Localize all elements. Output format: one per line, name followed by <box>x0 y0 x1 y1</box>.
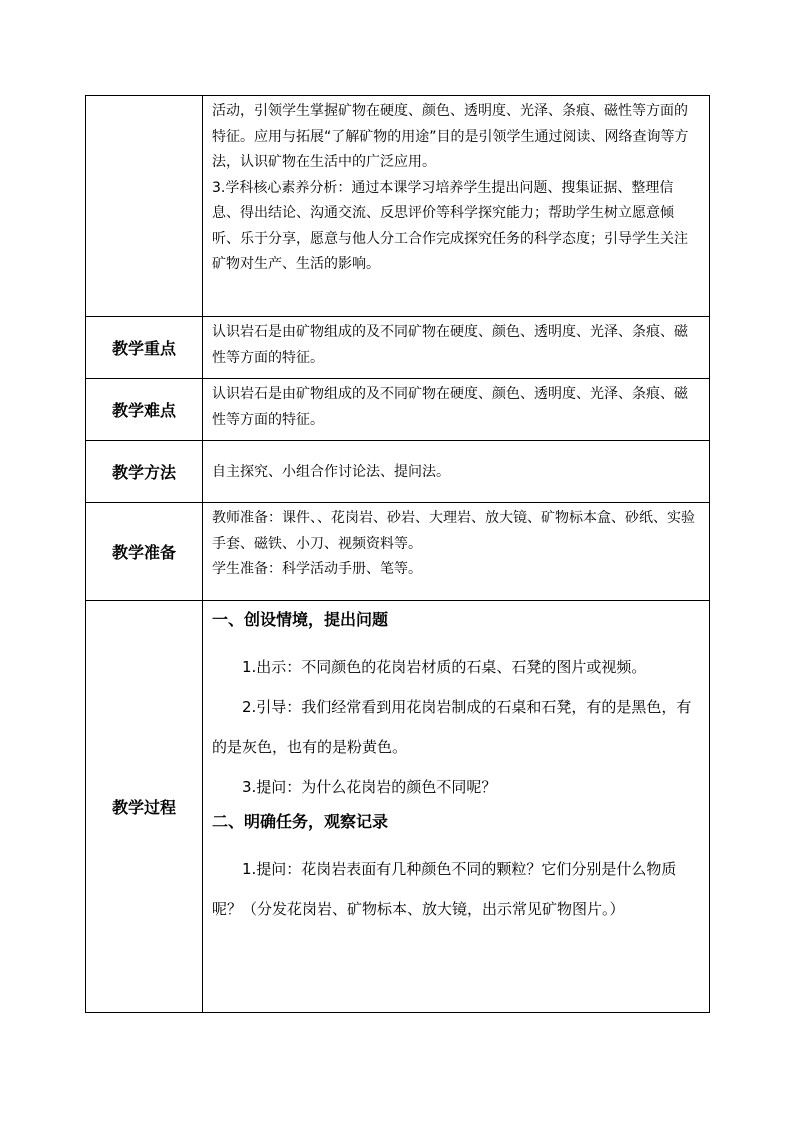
process-section-heading: 一、创设情境，提出问题 <box>212 610 389 629</box>
lesson-plan-table <box>85 95 710 1013</box>
process-step: 1.提问：花岗岩表面有几种颜色不同的颗粒？它们分别是什么物质呢？（分发花岗岩、矿物标本、放大镜，出示常见矿物图片。） <box>212 860 677 918</box>
process-step: 1.出示：不同颜色的花岗岩材质的石桌、石凳的图片或视频。 <box>242 658 647 676</box>
teacher-preparation: 教师准备：课件、、花岗岩、砂岩、大理岩、放大镜、矿物标本盒、砂纸、实验手套、磁铁、小刀、视频资料等。 <box>212 510 695 552</box>
preparation-row <box>86 503 710 601</box>
key-points-row <box>86 317 710 379</box>
analysis-content-cell <box>203 96 710 317</box>
difficulties-label: 教学难点 <box>86 379 203 441</box>
preparation-content-cell <box>203 503 710 601</box>
methods-row <box>86 441 710 503</box>
core-literacy-paragraph: 3.学科核心素养分析：通过本课学习培养学生提出问题、搜集证据、整理信息、得出结论、沟通交流、反思评价等科学探究能力；帮助学生树立愿意倾听、乐于分享，愿意与他人分工合作完成探究任务的科学态度；引导学生关注矿物对生产、生活的影响。 <box>212 179 688 272</box>
analysis-paragraph: 活动，引领学生掌握矿物在硬度、颜色、透明度、光泽、条痕、磁性等方面的特征。应用与拓展“了解矿物的用途”目的是引领学生通过阅读、网络查询等方法，认识矿物在生活中的广泛应用。 <box>212 103 689 170</box>
key-points-label: 教学重点 <box>86 317 203 379</box>
process-section-heading: 二、明确任务，观察记录 <box>212 812 389 831</box>
difficulties-text: 认识岩石是由矿物组成的及不同矿物在硬度、颜色、透明度、光泽、条痕、磁性等方面的特征。 <box>203 379 710 441</box>
process-step: 2.引导：我们经常看到用花岗岩制成的石桌和石凳，有的是黑色，有的是灰色，也有的是粉黄色。 <box>212 698 692 756</box>
methods-text: 自主探究、小组合作讨论法、提问法。 <box>203 441 710 503</box>
process-content-cell <box>203 601 710 1013</box>
key-points-text: 认识岩石是由矿物组成的及不同矿物在硬度、颜色、透明度、光泽、条痕、磁性等方面的特征。 <box>203 317 710 379</box>
process-row <box>86 601 710 1013</box>
analysis-continued-row <box>86 96 710 317</box>
difficulties-row <box>86 379 710 441</box>
process-label: 教学过程 <box>86 601 203 1013</box>
methods-label: 教学方法 <box>86 441 203 503</box>
student-preparation: 学生准备：科学活动手册、笔等。 <box>212 561 422 577</box>
preparation-label: 教学准备 <box>86 503 203 601</box>
empty-label-cell <box>86 96 203 317</box>
process-step: 3.提问：为什么花岗岩的颜色不同呢？ <box>242 778 497 796</box>
